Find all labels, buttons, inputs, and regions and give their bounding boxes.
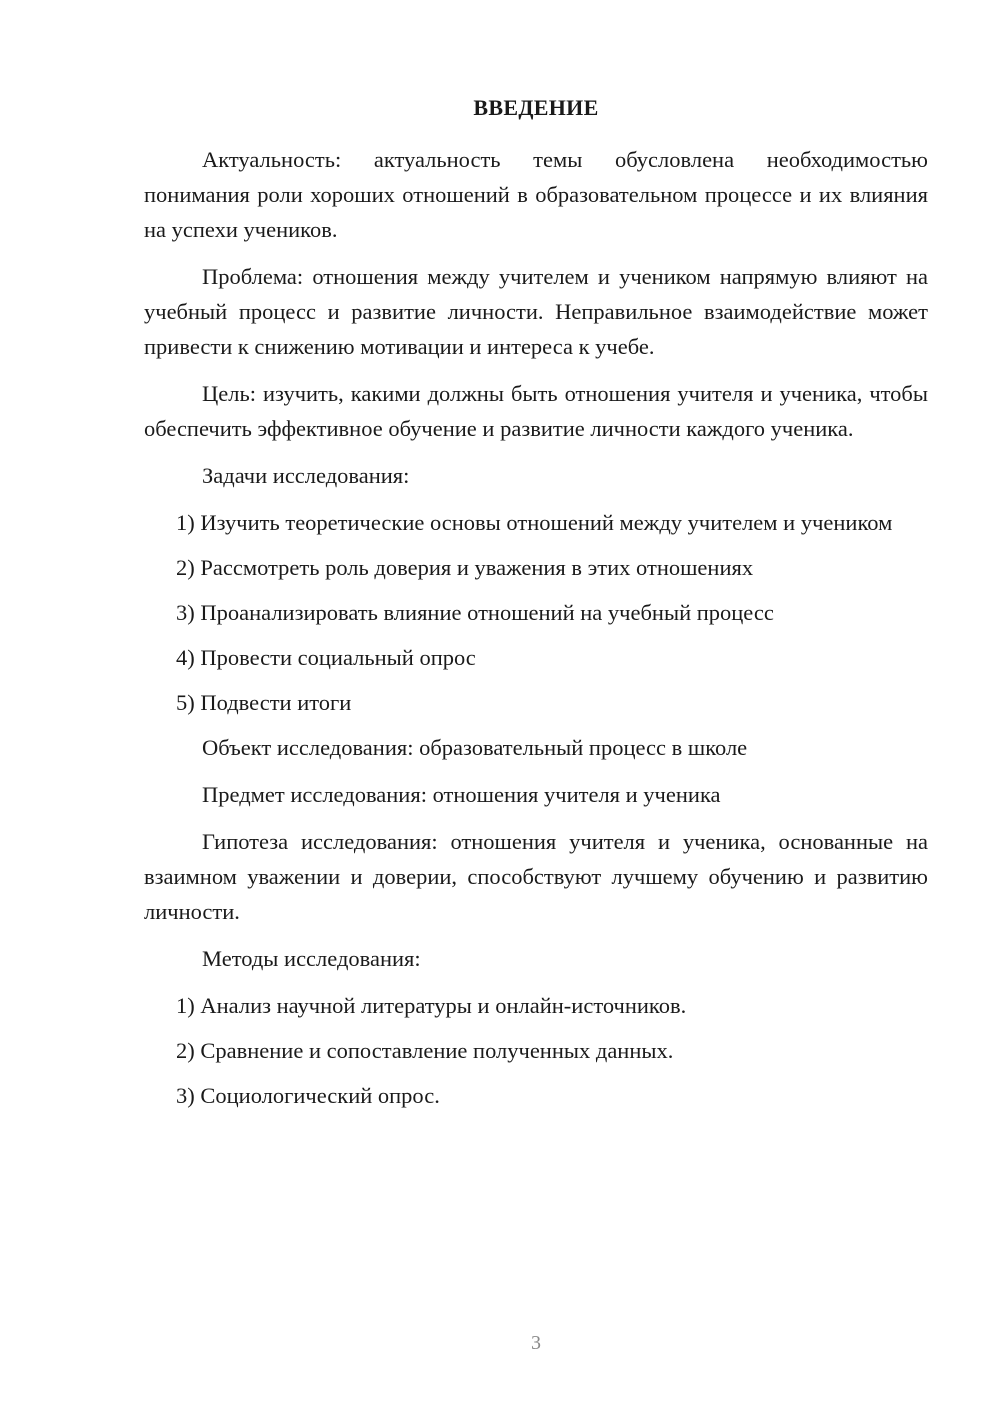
hypothesis-paragraph: Гипотеза исследования: отношения учителя и ученика, основанные на взаимном уважении и доверии, способствуют лучшему обучению и развитию личности. [144,829,928,924]
method-item: 1) Анализ научной литературы и онлайн-источников. [176,993,687,1018]
page-number: 3 [531,1332,541,1354]
tasks-heading: Задачи исследования: [202,463,410,488]
goal-paragraph: Цель: изучить, какими должны быть отношения учителя и ученика, чтобы обеспечить эффективное обучение и развитие личности каждого ученика. [144,381,928,441]
task-item: 1) Изучить теоретические основы отношений между учителем и учеником [176,510,893,535]
document-body [144,142,928,1123]
task-item: 3) Проанализировать влияние отношений на учебный процесс [176,600,774,625]
method-item: 2) Сравнение и сопоставление полученных данных. [176,1038,674,1063]
relevance-paragraph: Актуальность: актуальность темы обусловлена необходимостью понимания роли хороших отношений в образовательном процессе и их влияния на успехи учеников. [144,147,928,242]
methods-list [144,988,928,1113]
task-item: 5) Подвести итоги [176,690,352,715]
problem-paragraph: Проблема: отношения между учителем и учеником напрямую влияют на учебный процесс и развитие личности. Неправильное взаимодействие может привести к снижению мотивации и интереса к учебе. [144,264,928,359]
page-title: ВВЕДЕНИЕ [473,95,599,120]
object-paragraph: Объект исследования: образовательный процесс в школе [202,735,748,760]
methods-heading: Методы исследования: [202,946,421,971]
subject-paragraph: Предмет исследования: отношения учителя и ученика [202,782,721,807]
tasks-list [144,505,928,720]
method-item: 3) Социологический опрос. [176,1083,440,1108]
task-item: 2) Рассмотреть роль доверия и уважения в этих отношениях [176,555,754,580]
task-item: 4) Провести социальный опрос [176,645,476,670]
